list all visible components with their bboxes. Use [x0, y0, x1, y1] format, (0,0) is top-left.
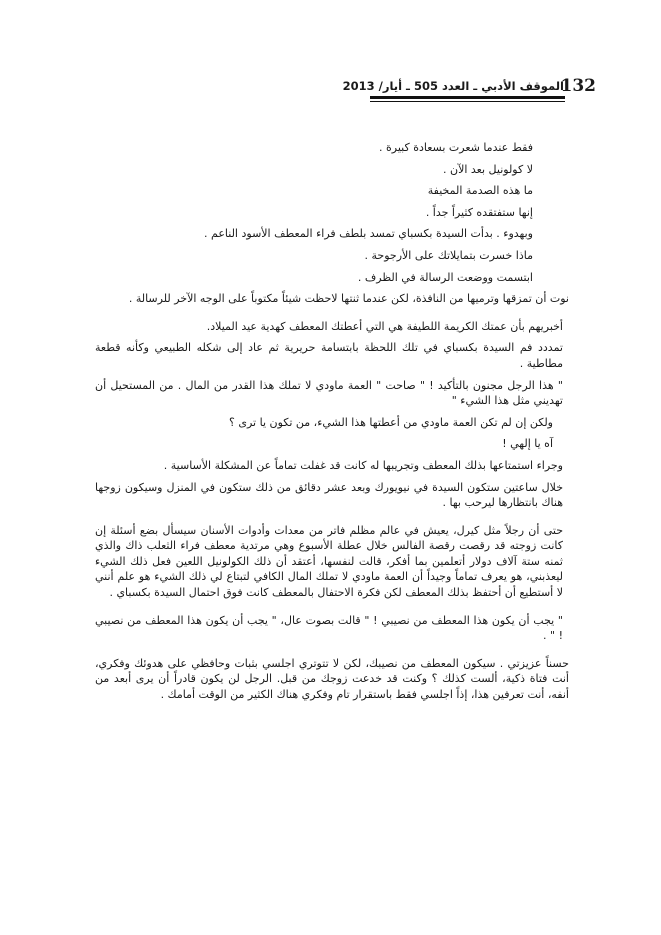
paragraph: وبهدوء . بدأت السيدة بكسباي تمسد بلطف فراء المعطف الأسود الناعم .	[204, 227, 533, 241]
paragraph: ماذا خسرت بتمايلاتك على الأرجوحة .	[364, 248, 533, 262]
paragraph: خلال ساعتين ستكون السيدة في نيويورك وبعد عشر دقائق من ذلك ستكون في المنزل وسيكون زوجها هناك بانتظارها ليرحب بها .	[95, 480, 563, 510]
paragraph: لا كولونيل بعد الآن .	[443, 162, 533, 176]
header-rule-thick	[370, 96, 565, 99]
page-number: 132	[560, 76, 596, 96]
paragraph: وجراء استمتاعها بذلك المعطف وتجريبها له كانت قد غفلت تماماً عن المشكلة الأساسية .	[163, 458, 563, 472]
running-title: الموقف الأدبي ـ العدد 505 ـ أيار/ 2013	[342, 79, 564, 93]
article-body	[95, 140, 569, 703]
paragraph: تمددد فم السيدة بكسباي في تلك اللحظة بابتسامة حريرية ثم عاد إلى شكله الطبيعي وكأنه قطعة مطاطية .	[95, 341, 563, 370]
paragraph: فقط عندما شعرت بسعادة كبيرة .	[379, 141, 533, 154]
paragraph: " هذا الرجل مجنون بالتأكيد ! " صاحت " العمة ماودي لا تملك هذا القدر من المال . من المستحيل أن تهديني مثل هذا الشيء "	[95, 378, 563, 408]
paragraph: ابتسمت ووضعت الرسالة في الظرف .	[357, 270, 533, 284]
header-rule-thin	[370, 101, 565, 102]
paragraph: أخبريهم بأن عمتك الكريمة اللطيفة هي التي أعطتك المعطف كهدية عيد الميلاد.	[206, 319, 563, 333]
paragraph: إنها ستفتقده كثيراً جداً .	[425, 205, 533, 219]
paragraph: آه يا إلهي !	[502, 437, 553, 451]
paragraph: ما هذه الصدمة المخيفة	[427, 184, 533, 198]
paragraph: حتى أن رجلاً مثل كيرل، يعيش في عالم مظلم فاتر من معدات وأدوات الأسنان سيسأل بضع أسئلة إن كانت زوجته قد رقصت رقصة الفالس خلال عطلة الأسبوع وهي مرتدية معطف فراء الثعلب ذاك والذي ثمنه ستة آلاف دولار أتعلمين بما أفكر، قالت لنفسها، أعتقد أن ذلك الكولونيل اللعين فعل ذلك الشيء ليعذبني، هو يعرف تماماً وجيداً أن العمة ماودي لا تملك المال الكافي لتبتاع لي ذلك الشيء هو علم أنني لا أستطيع أن أحتفظ بذلك المعطف لكن فكرة الاحتفال بالمعطف كانت فوق احتمال السيدة بكسباي .	[95, 523, 563, 600]
paragraph: نوت أن تمزقها وترميها من النافذة، لكن عندما ثنتها لاحظت شيئاً مكتوباً على الوجه الآخر للرسالة .	[128, 292, 569, 306]
paragraph: " يجب أن يكون هذا المعطف من نصيبي ! " قالت بصوت عال، " يجب أن يكون هذا المعطف من نصيبي ! " .	[95, 613, 563, 643]
paragraph: ولكن إن لم تكن العمة ماودي من أعطتها هذا الشيء، من تكون يا ترى ؟	[229, 415, 553, 429]
paragraph: حسناً عزيزتي . سيكون المعطف من نصيبك، لكن لا تتوتري اجلسي بثبات وحافظي على هدوئك وفكري، أنت فتاة ذكية، ألست كذلك ؟ وكنت قد خدعت زوجك من قبل. الرجل لن يكون قادراً أن يرى أبعد من أنفه، أنت تعرفين هذا، إذاً اجلسي فقط باستقرار تام وفكري هناك الكثير من الوقت أمامك .	[95, 656, 569, 702]
